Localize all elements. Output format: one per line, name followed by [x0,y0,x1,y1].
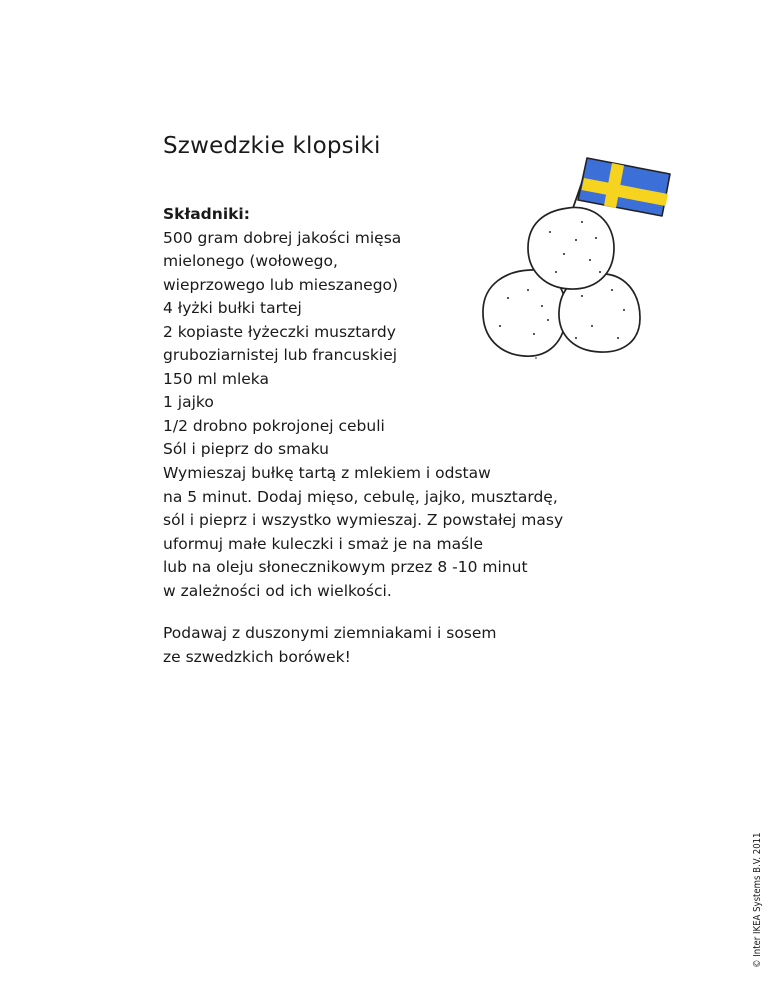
ingredients-section [163,203,483,462]
instructions-line: sól i pieprz i wszystko wymieszaj. Z powstałej masy [163,511,564,529]
ingredient-line: 1/2 drobno pokrojonej cebuli [163,416,385,435]
ingredient-line: wieprzowego lub mieszanego) [163,275,399,294]
recipe-title: Szwedzkie klopsiki [163,133,381,159]
ingredient-line: 150 ml mleka [163,369,269,388]
ingredient-line: Sól i pieprz do smaku [163,440,329,458]
serving-paragraph [163,622,663,669]
instructions-line: Wymieszaj bułkę tartą z mlekiem i odstaw [163,464,491,482]
meatballs-with-swedish-flag-icon [472,150,682,370]
instructions-paragraph [163,462,663,603]
ingredients-heading: Składniki: [163,205,250,223]
ingredient-line: gruboziarnistej lub francuskiej [163,346,398,364]
ingredient-line: mielonego (wołowego, [163,252,338,270]
ingredient-line: 1 jajko [163,393,214,411]
instructions-line: w zależności od ich wielkości. [163,581,392,600]
instructions-line: uformuj małe kuleczki i smaż je na maśle [163,534,484,553]
serving-line: ze szwedzkich borówek! [163,647,351,666]
ingredient-line: 500 gram dobrej jakości mięsa [163,228,402,247]
instructions-line: na 5 minut. Dodaj mięso, cebulę, jajko, musztardę, [163,487,558,506]
ingredient-line: 2 kopiaste łyżeczki musztardy [163,322,396,341]
copyright-notice: © Inter IKEA Systems B.V. 2011 [752,832,763,968]
serving-line: Podawaj z duszonymi ziemniakami i sosem [163,624,497,642]
instructions-line: lub na oleju słonecznikowym przez 8 -10 minut [163,558,528,576]
ingredient-line: 4 łyżki bułki tartej [163,299,302,317]
